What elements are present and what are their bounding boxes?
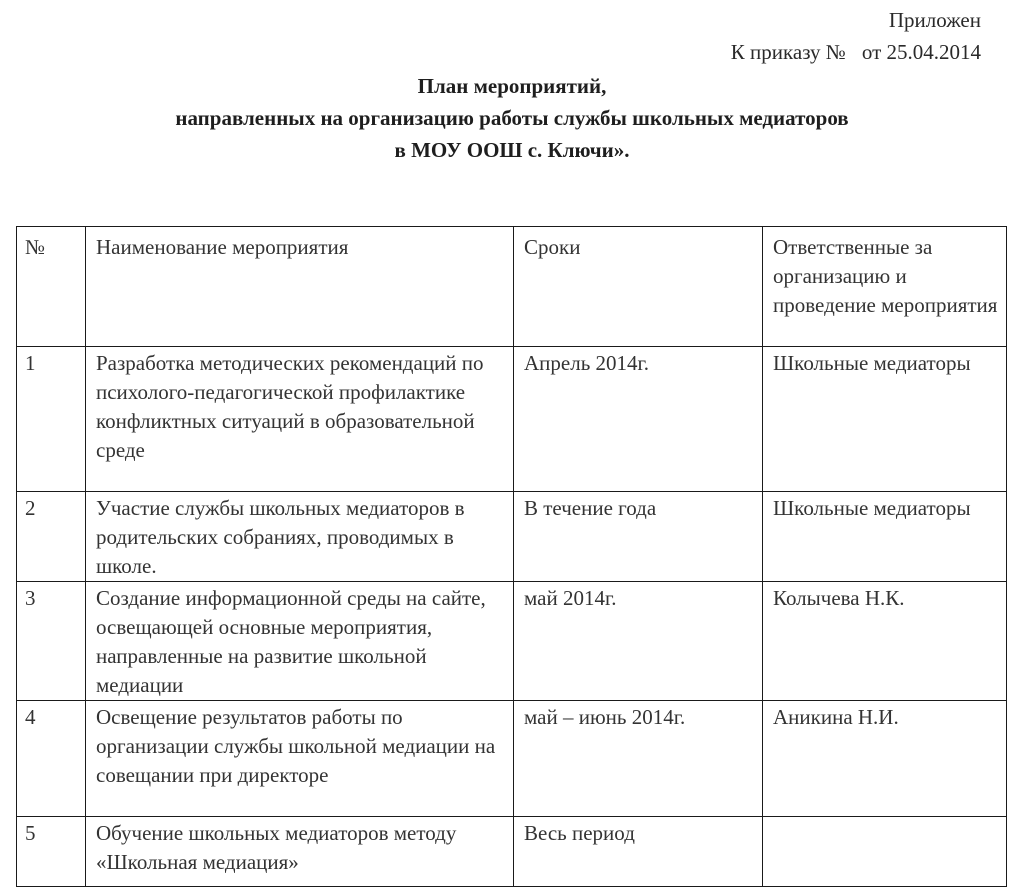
appendix-label: Приложен (888, 8, 981, 32)
event-responsible: Колычева Н.К. (763, 582, 1007, 701)
event-responsible: Школьные медиаторы (763, 492, 1007, 582)
event-name: Освещение результатов работы по организации службы школьной медиации на совещании при директоре (86, 701, 514, 817)
title-line-3: в МОУ ООШ с. Ключи». (394, 138, 630, 162)
row-number: 3 (17, 582, 86, 701)
events-plan-table (16, 226, 1007, 887)
table-row (17, 492, 1007, 582)
column-header-name: Наименование мероприятия (86, 227, 514, 347)
table-row (17, 582, 1007, 701)
title-line-1: План мероприятий, (417, 74, 607, 98)
event-period: Апрель 2014г. (514, 347, 763, 492)
row-number: 5 (17, 817, 86, 887)
table-header-row (17, 227, 1007, 347)
appendix-header (731, 4, 981, 68)
event-period: май 2014г. (514, 582, 763, 701)
row-number: 2 (17, 492, 86, 582)
event-period: Весь период (514, 817, 763, 887)
event-period: май – июнь 2014г. (514, 701, 763, 817)
column-header-period: Сроки (514, 227, 763, 347)
order-prefix: К приказу № (730, 40, 846, 64)
table-row (17, 817, 1007, 887)
table-row (17, 347, 1007, 492)
event-name: Создание информационной среды на сайте, освещающей основные мероприятия, направленные на развитие школьной медиации (86, 582, 514, 701)
event-name: Разработка методических рекомендаций по психолого-педагогической профилактике конфликтных ситуаций в образовательной среде (86, 347, 514, 492)
event-responsible (763, 817, 1007, 887)
order-reference (731, 36, 981, 68)
row-number: 4 (17, 701, 86, 817)
event-responsible: Аникина Н.И. (763, 701, 1007, 817)
event-name: Обучение школьных медиаторов методу «Школьная медиация» (86, 817, 514, 887)
document-title (0, 70, 1024, 166)
title-line-2: направленных на организацию работы службы школьных медиаторов (175, 106, 849, 130)
row-number: 1 (17, 347, 86, 492)
order-date: от 25.04.2014 (861, 40, 981, 64)
event-name: Участие службы школьных медиаторов в родительских собраниях, проводимых в школе. (86, 492, 514, 582)
table-row (17, 701, 1007, 817)
event-responsible: Школьные медиаторы (763, 347, 1007, 492)
column-header-number: № (17, 227, 86, 347)
event-period: В течение года (514, 492, 763, 582)
column-header-responsible: Ответственные за организацию и проведение мероприятия (763, 227, 1007, 347)
